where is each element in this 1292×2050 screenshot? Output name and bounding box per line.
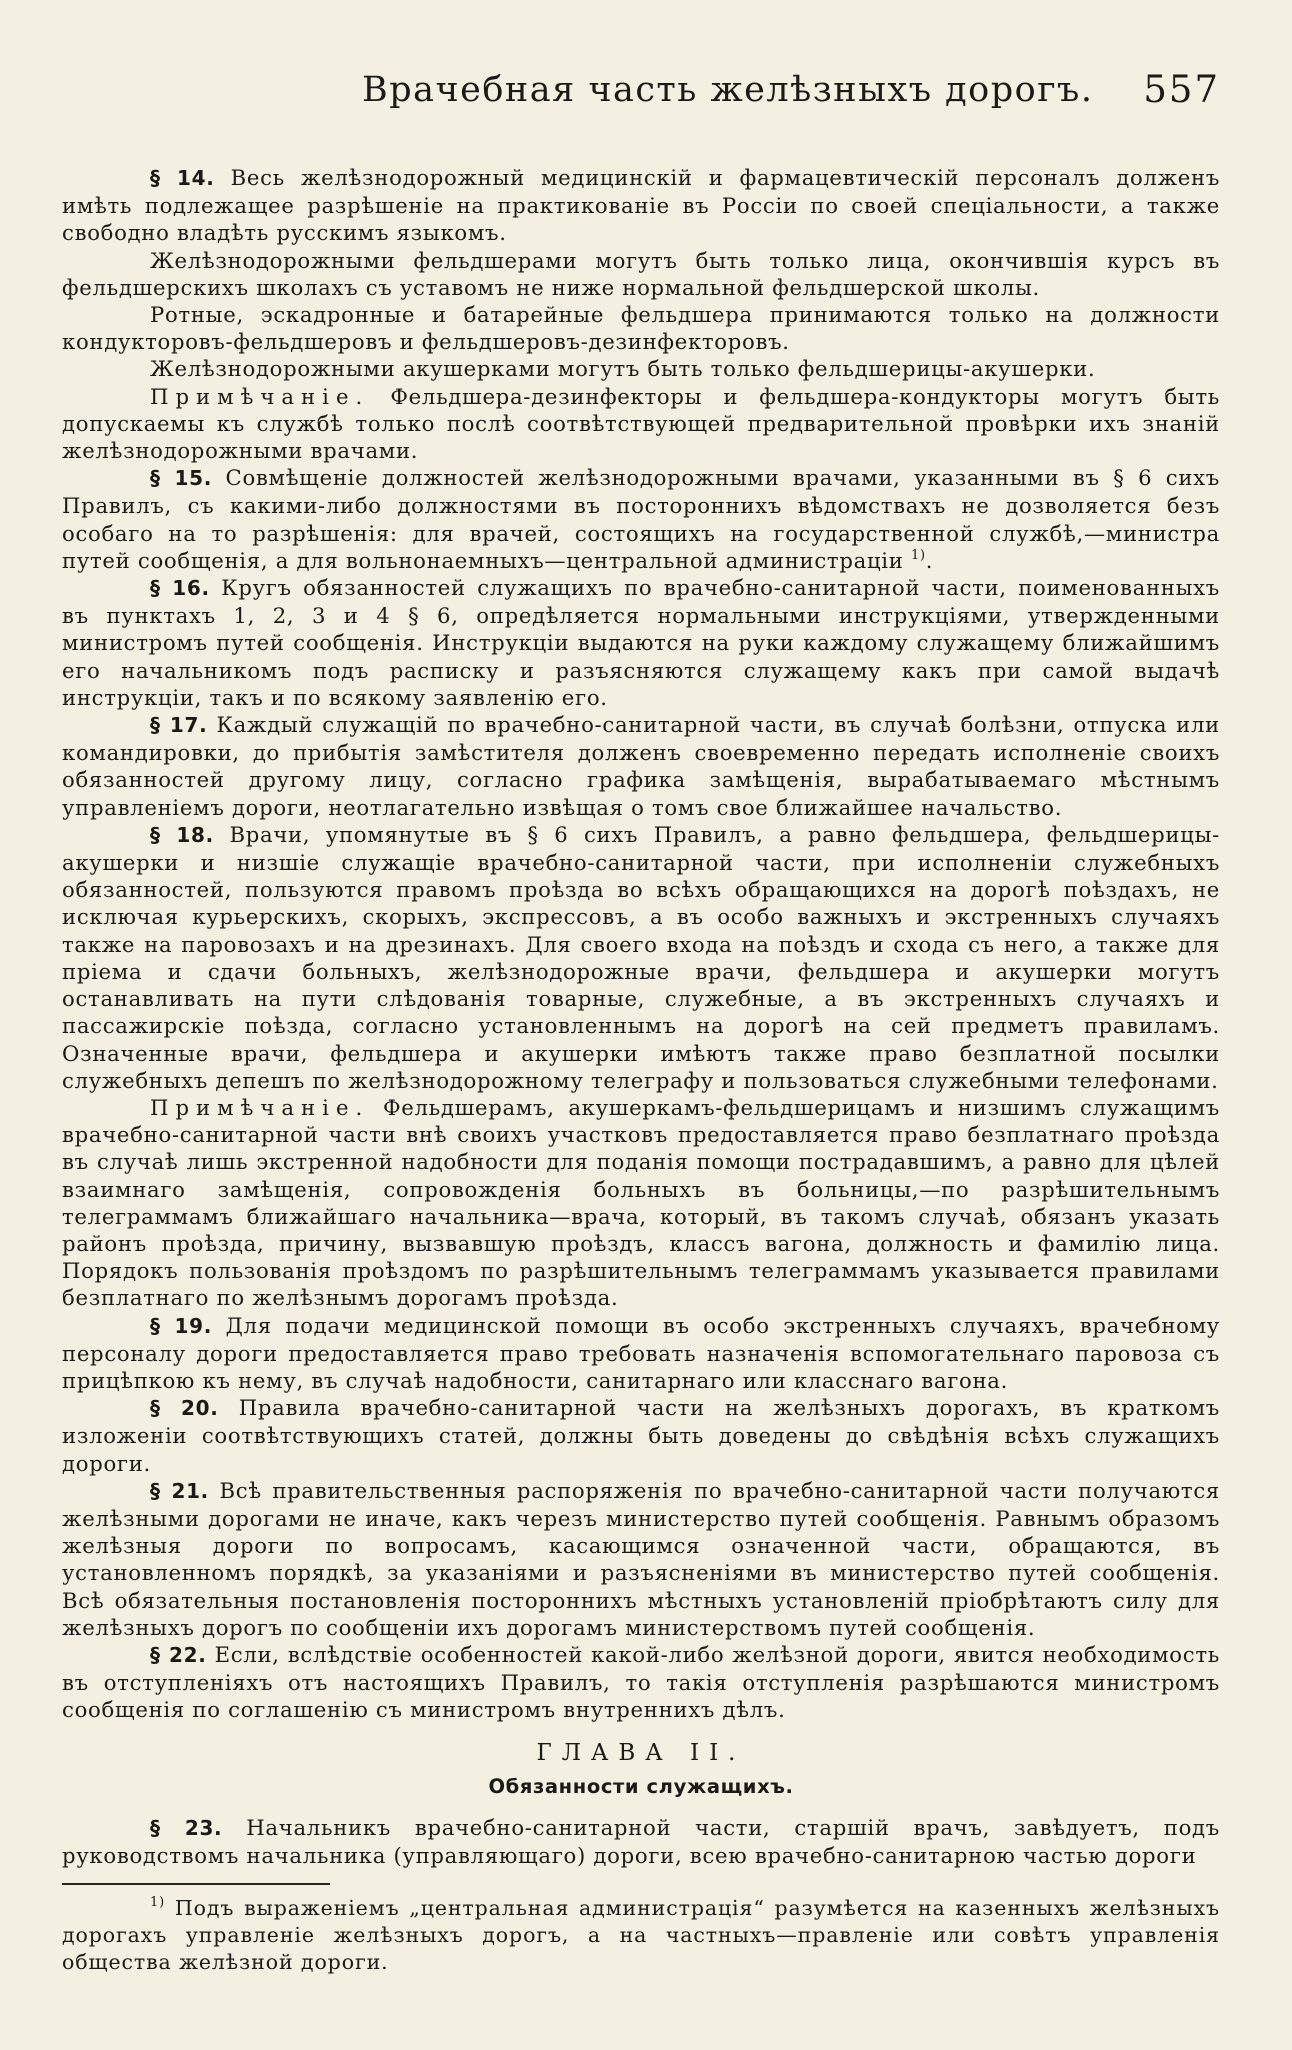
paragraph-18 <box>62 821 1220 1094</box>
section-number: § 22. <box>150 1642 207 1667</box>
section-number: § 17. <box>150 713 208 738</box>
paragraph-text: Если, вслѣдствіе особенностей какой-либо желѣзной дороги, явится необходимость въ отступленіяхъ отъ настоящихъ Правилъ, то такія отступленія разрѣшаются министромъ сообщенія по соглашенію съ министромъ внутреннихъ дѣлъ. <box>62 1641 1220 1723</box>
footnote-text: Подъ выраженіемъ „центральная администрація“ разумѣется на казенныхъ желѣзныхъ дорогахъ управленіе желѣзныхъ дорогъ, а на частныхъ—правленіе или совѣтъ управленія общества желѣзной дороги. <box>62 1895 1220 1974</box>
paragraph-21 <box>62 1477 1220 1641</box>
paragraph-14 <box>62 164 1220 247</box>
paragraph-text: Для подачи медицинской помощи въ особо экстренныхъ случаяхъ, врачебному персоналу дороги предоставляется право требовать назначенія вспомогательнаго паровоза съ прицѣпкою къ нему, въ случаѣ надобности, санитарнаго или класснаго вагона. <box>62 1312 1220 1393</box>
paragraph-text: Кругъ обязанностей служащихъ по врачебно-санитарной части, поименованныхъ въ пунктахъ 1, 2, 3 и 4 § 6, опредѣляется нормальными инструкціями, утвержденными министромъ путей сообщенія. Инструкціи выдаются на руки каждому служащему ближайшимъ его начальникомъ подъ расписку и разъясняются служащему какъ при самой выдачѣ инструкціи, такъ и по всякому заявленію его. <box>62 575 1220 710</box>
paragraph-text: Весь желѣзнодорожный медицинскій и фармацевтическій персоналъ долженъ имѣть подлежащее разрѣшеніе на практикованіе въ Россіи по своей спеціальности, а также свободно владѣть русскимъ языкомъ. <box>62 165 1220 246</box>
page-number: 557 <box>1143 68 1220 111</box>
section-number: § 18. <box>150 822 214 847</box>
paragraph-text: Врачи, упомянутые въ § 6 сихъ Правилъ, а равно фельдшера, фельдшерицы-акушерки и низшіе служащіе врачебно-санитарной части, при исполненіи служебныхъ обязанностей, пользуются правомъ проѣзда во всѣхъ обращающихся на дорогѣ поѣздахъ, не исключая курьерскихъ, скорыхъ, экспрессовъ, а въ особо важныхъ и экстренныхъ случаяхъ также на паровозахъ и на дрезинахъ. Для своего входа на поѣздъ и схода съ него, а также для пріема и сдачи больныхъ, желѣзнодорожные врачи, фельдшера и акушерки могутъ останавливать на пути слѣдованія товарные, служебные, а въ экстренныхъ случаяхъ и пассажирскіе поѣзда, согласно установленнымъ на дорогѣ на сей предметъ правиламъ. Означенные врачи, фельдшера и акушерки имѣютъ также право безплатной посылки служебныхъ депешъ по желѣзнодорожному телеграфу и пользоваться служебными телефонами. <box>62 821 1220 1093</box>
section-number: § 20. <box>150 1396 219 1421</box>
paragraph-text: Совмѣщеніе должностей желѣзнодорожными врачами, указанными въ § 6 сихъ Правилъ, съ какими-либо должностями въ постороннихъ вѣдомствахъ не дозволяется безъ особаго на то разрѣшенія: для врачей, состоящихъ на государственной службѣ,—министра путей сообщенія, а для вольнонаемныхъ—центральной администраціи <box>62 465 1220 573</box>
note-label: Примѣчаніе. <box>150 1094 370 1120</box>
section-number: § 14. <box>150 166 215 190</box>
paragraph-text: Желѣзнодорожными акушерками могутъ быть только фельдшерицы-акушерки. <box>150 356 1096 382</box>
chapter-subheading: Обязанности служащихъ. <box>488 1774 794 1798</box>
paragraph-19 <box>62 1312 1220 1395</box>
footnote-marker: 1) <box>150 1894 166 1910</box>
note-14 <box>62 383 1220 465</box>
paragraph-14b <box>62 247 1220 301</box>
paragraph-text: Правила врачебно-санитарной части на желѣзныхъ дорогахъ, въ краткомъ изложеніи соотвѣтствующихъ статей, должны быть доведены до свѣдѣнія всѣхъ служащихъ дороги. <box>62 1395 1220 1476</box>
paragraph-16 <box>62 574 1220 711</box>
footnote-divider <box>62 1883 330 1885</box>
running-header <box>62 62 1220 120</box>
paragraph-14d <box>62 355 1220 382</box>
paragraph-text: Каждый служащій по врачебно-санитарной части, въ случаѣ болѣзни, отпуска или командировки, до прибытія замѣстителя долженъ своевременно передать исполненіе своихъ обязанностей другому лицу, согласно графика замѣщенія, вырабатываемаго мѣстнымъ управленіемъ дороги, неотлагательно извѣщая о томъ свое ближайшее начальство. <box>62 712 1220 820</box>
section-number: § 19. <box>150 1313 213 1338</box>
section-number: § 16. <box>150 576 210 601</box>
footnote-reference[interactable]: 1) <box>911 547 926 563</box>
paragraph-text: Всѣ правительственныя распоряженія по врачебно-санитарной части получаются желѣзными дорогами не иначе, какъ черезъ министерство путей сообщенія. Равнымъ образомъ желѣзныя дороги по вопросамъ, касающимся означенной части, обращаются, въ установленномъ порядкѣ, за указаніями и разъясненіями въ министерство путей сообщенія. Всѣ обязательныя постановленія постороннихъ мѣстныхъ установленій пріобрѣтаютъ силу для желѣзныхъ дорогъ по сообщеніи ихъ дорогамъ министерствомъ путей сообщенія. <box>62 1477 1220 1640</box>
paragraph-14c <box>62 301 1220 355</box>
note-label: Примѣчаніе. <box>150 383 370 409</box>
paragraph-23 <box>62 1814 1220 1869</box>
section-number: § 21. <box>150 1478 209 1503</box>
paragraph-text: Фельдшерамъ, акушеркамъ-фельдшерицамъ и низшимъ служащимъ врачебно-санитарной части внѣ своихъ участковъ предоставляется право безплатнаго проѣзда въ случаѣ лишь экстренной надобности для поданія помощи пострадавшимъ, а равно для цѣлей взаимнаго замѣщенія, сопровожденія больныхъ въ больницы,—по разрѣшительнымъ телеграммамъ ближайшаго начальника—врача, который, въ такомъ случаѣ, обязанъ указать районъ проѣзда, причину, вызвавшую проѣздъ, классъ вагона, должность и фамилію лица. Порядокъ пользованія проѣздомъ по разрѣшительнымъ телеграммамъ указывается правилами безплатнаго по желѣзнымъ дорогамъ проѣзда. <box>62 1094 1220 1311</box>
section-number: § 15. <box>150 466 212 491</box>
section-number: § 23. <box>150 1815 223 1840</box>
running-title: Врачебная часть желѣзныхъ дорогъ. <box>362 70 1094 110</box>
paragraph-20 <box>62 1394 1220 1477</box>
paragraph-15 <box>62 464 1220 574</box>
paragraph-17 <box>62 711 1220 821</box>
paragraph-tail: . <box>925 547 934 573</box>
paragraph-text: Желѣзнодорожными фельдшерами могутъ быть только лица, окончившія курсъ въ фельдшерскихъ школахъ съ уставомъ не ниже нормальной фельдшерской школы. <box>62 247 1220 300</box>
footnote <box>62 1895 1220 1976</box>
paragraph-22 <box>62 1641 1220 1724</box>
note-18 <box>62 1094 1220 1312</box>
paragraph-text: Ротные, эскадронные и батарейные фельдшера принимаются только на должности кондукторовъ-фельдшеровъ и фельдшеровъ-дезинфекторовъ. <box>62 302 1220 355</box>
paragraph-text: Фельдшера-дезинфекторы и фельдшера-кондукторы могутъ быть допускаемы къ службѣ только послѣ соотвѣтствующей предварительной провѣрки ихъ знаній желѣзнодорожными врачами. <box>62 383 1220 464</box>
paragraph-text: Начальникъ врачебно-санитарной части, старшій врачъ, завѣдуетъ, подъ руководствомъ начальника (управляющаго) дороги, всею врачебно-санитарною частью дороги <box>62 1814 1220 1868</box>
chapter-heading: ГЛАВА II. <box>536 1739 746 1766</box>
body-text <box>62 164 1220 1869</box>
